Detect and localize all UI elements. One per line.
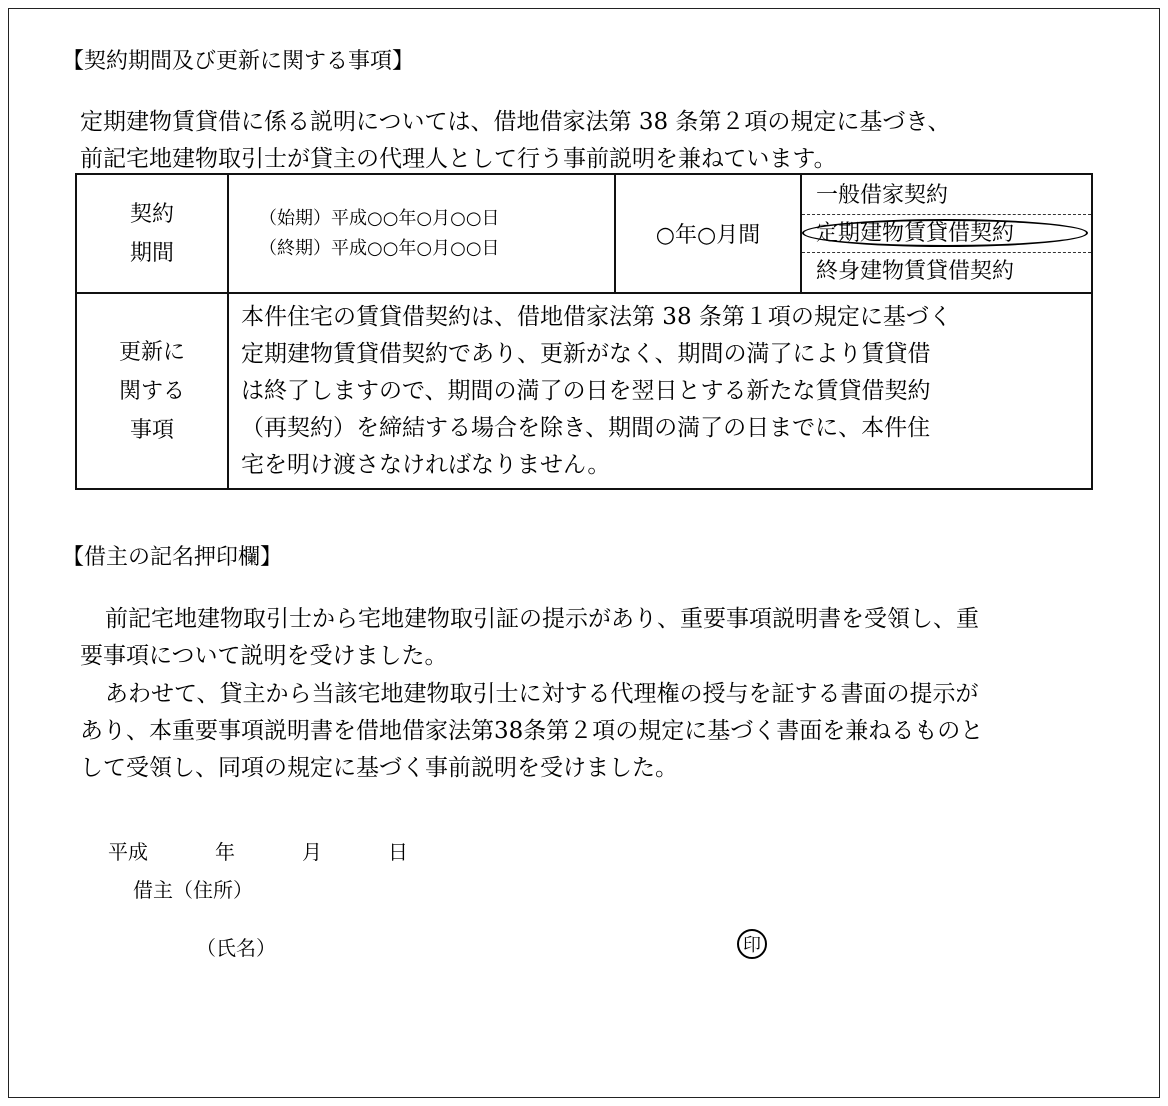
date-month: 月 (302, 840, 322, 864)
tenant-address-label: 借主（住所） (133, 878, 253, 902)
start-date: （始期）平成○○年○月○○日 (259, 207, 500, 229)
contract-dates-cell (228, 174, 615, 293)
intro-line-1: 定期建物賃貸借に係る説明については、借地借家法第 38 条第２項の規定に基づき、 (80, 109, 951, 135)
seal-icon: 印 (737, 929, 767, 959)
contract-period-row (76, 174, 1092, 293)
contract-info-table (75, 173, 1093, 490)
contract-type-general: 一般借家契約 (802, 177, 1091, 215)
intro-line-2: 前記宅地建物取引士が貸主の代理人として行う事前説明を兼ねています。 (80, 146, 837, 172)
renewal-text: 本件住宅の賃貸借契約は、借地借家法第 38 条第１項の規定に基づく 定期建物賃貸借契約であり、更新がなく、期間の満了により賃貸借 は終了しますので、期間の満了の日を翌日とする新たな賃貸借契約 （再契約）を締結する場合を除き、期間の満了の日までに、本件住 宅を明け渡さなければなりません。 (228, 293, 1092, 489)
tenant-name-label: （氏名） (196, 936, 276, 960)
contract-period-label: 契約 期間 (76, 174, 228, 293)
ack-line-4: あり、本重要事項説明書を借地借家法第38条第２項の規定に基づく書面を兼ねるものと (80, 718, 984, 744)
ack-line-5: して受領し、同項の規定に基づく事前説明を受けました。 (80, 755, 678, 781)
ack-line-2: 要事項について説明を受けました。 (80, 643, 448, 669)
contract-type-lifetime: 終身建物賃貸借契約 (816, 258, 1015, 284)
date-era: 平成 (108, 840, 148, 864)
selected-type-circle: 定期建物賃貸借契約 (816, 215, 1014, 253)
contract-type-cell (801, 174, 1092, 293)
contract-type-fixed-term (802, 215, 1091, 253)
end-date: （終期）平成○○年○月○○日 (259, 237, 500, 259)
section-heading-contract: 【契約期間及び更新に関する事項】 (62, 49, 415, 74)
renewal-row (76, 293, 1092, 489)
section-heading-tenant-signature: 【借主の記名押印欄】 (62, 545, 283, 570)
ack-line-1: 前記宅地建物取引士から宅地建物取引証の提示があり、重要事項説明書を受領し、重 (105, 606, 979, 632)
renewal-label: 更新に 関する 事項 (76, 293, 228, 489)
date-day: 日 (388, 840, 408, 864)
ack-line-3: あわせて、貸主から当該宅地建物取引士に対する代理権の授与を証する書面の提示が (105, 681, 979, 707)
contract-term: ○年○月間 (615, 174, 801, 293)
date-year: 年 (215, 840, 235, 864)
